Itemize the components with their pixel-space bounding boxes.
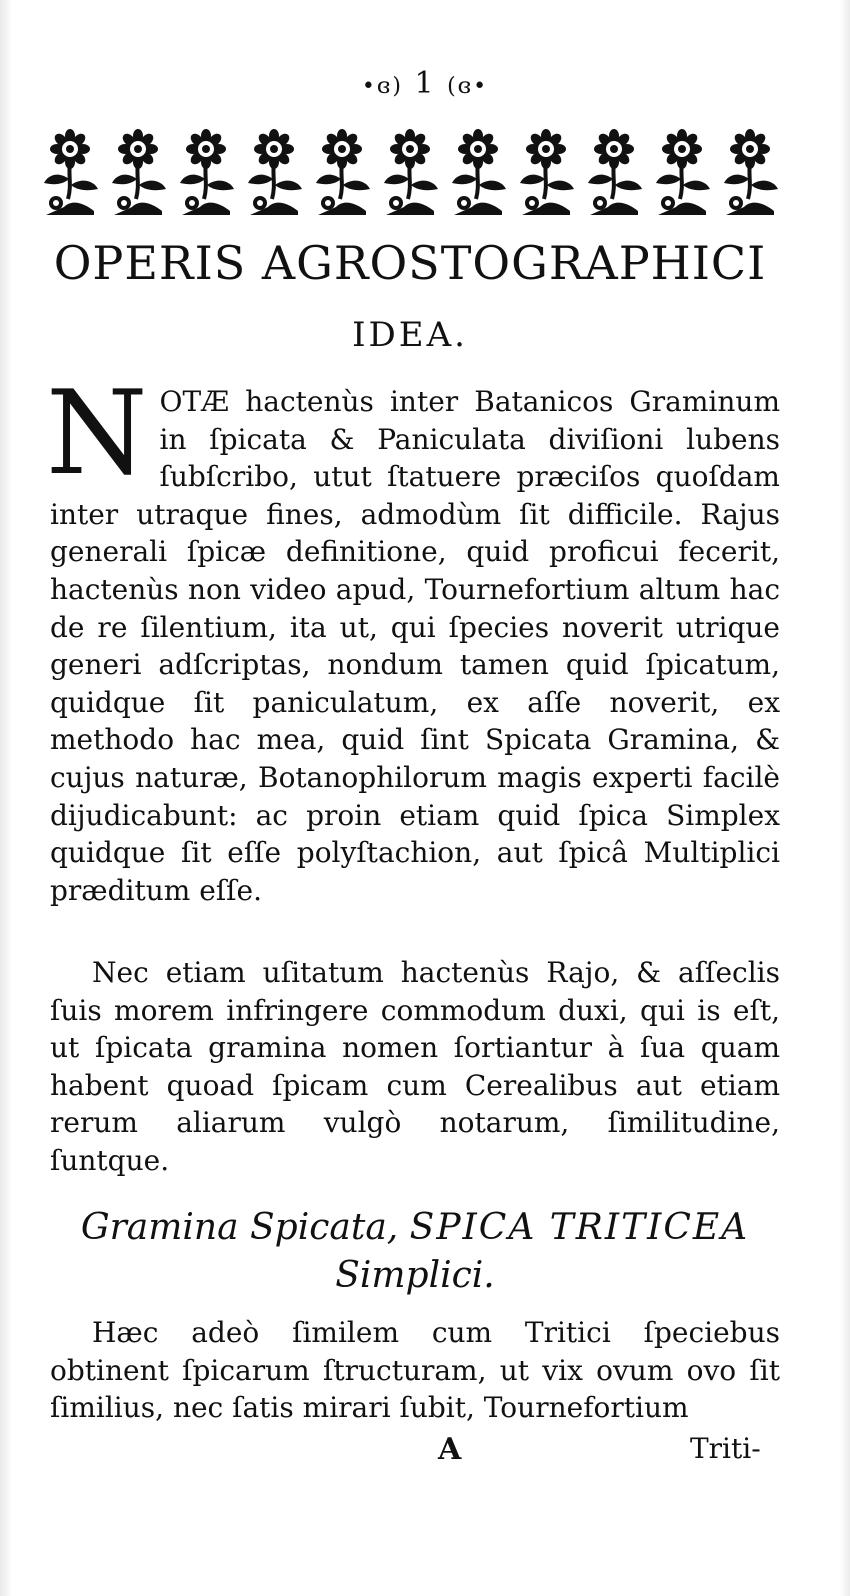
flower-icon — [242, 123, 306, 217]
page-title: OPERIS AGROSTOGRAPHICI — [53, 236, 767, 290]
signature-mark: A — [438, 1432, 462, 1467]
right-flourish: (ɞ• — [447, 74, 489, 99]
page-header — [0, 66, 850, 101]
paragraph-1-text: OTÆ hactenùs inter Batanicos Graminum in ſpicata & Paniculata diviſioni lubens ſubſcribo, utut ſtatuere præciſos quoſdam inter utraque fines, admodùm ſit difficile. Rajus generali ſpicæ definitione, quid proficui fecerit, hactenùs non video apud, Tournefortium altum hac de re ſilentium, ita ut, qui ſpecies noverit utrique generi adſcriptas, nondum tamen quid ſpicatum, quidque ſit paniculatum, ex aſſe noverit, ex methodo hac mea, quid ſint Spicata Gramina, & cujus naturæ, Botanophilorum magis experti facilè dijudicabunt: ac proin etiam quid ſpica Simplex quidque ſit eſſe polyſtachion, aut ſpicâ Multiplici præditum eſſe. — [50, 385, 780, 907]
page-edge-shadow-left — [0, 0, 12, 1596]
flower-icon — [106, 123, 170, 217]
flower-icon — [514, 123, 578, 217]
flower-icon — [446, 123, 510, 217]
left-flourish: •ɞ) — [361, 74, 403, 99]
page-number: 1 — [414, 66, 436, 101]
paragraph-1 — [46, 366, 780, 909]
section-heading-line-2: Simplici. — [335, 1255, 495, 1296]
ornament-band — [38, 122, 782, 218]
paragraph-3: Hæc adeò ſimilem cum Tritici ſpeciebus obtinent ſpicarum ſtructuram, ut vix ovum ovo ſit ſimilius, nec ſatis mirari ſubit, Tournefortium — [50, 1316, 780, 1425]
catchword: Triti- — [690, 1432, 761, 1465]
flower-icon — [174, 123, 238, 217]
section-heading — [50, 1204, 780, 1300]
flower-icon — [718, 123, 782, 217]
section-heading-part-a: Gramina Spicata, — [80, 1207, 399, 1248]
section-heading-part-b: SPICA TRITICEA — [409, 1207, 750, 1248]
flower-icon — [582, 123, 646, 217]
page-subtitle: IDEA. — [352, 315, 468, 355]
drop-cap: N — [46, 366, 148, 501]
flower-icon — [378, 123, 442, 217]
flower-icon — [38, 123, 102, 217]
flower-icon — [650, 123, 714, 217]
page-edge-shadow-right — [840, 0, 850, 1596]
flower-icon — [310, 123, 374, 217]
paragraph-2: Nec etiam uſitatum hactenùs Rajo, & aſſeclis ſuis morem infringere commodum duxi, qui is eſt, ut ſpicata gramina nomen ſortiantur à ſua quam habent quoad ſpicam cum Cerealibus aut etiam rerum aliarum vulgò notarum, ſimilitudine, ſuntque. — [50, 956, 780, 1177]
